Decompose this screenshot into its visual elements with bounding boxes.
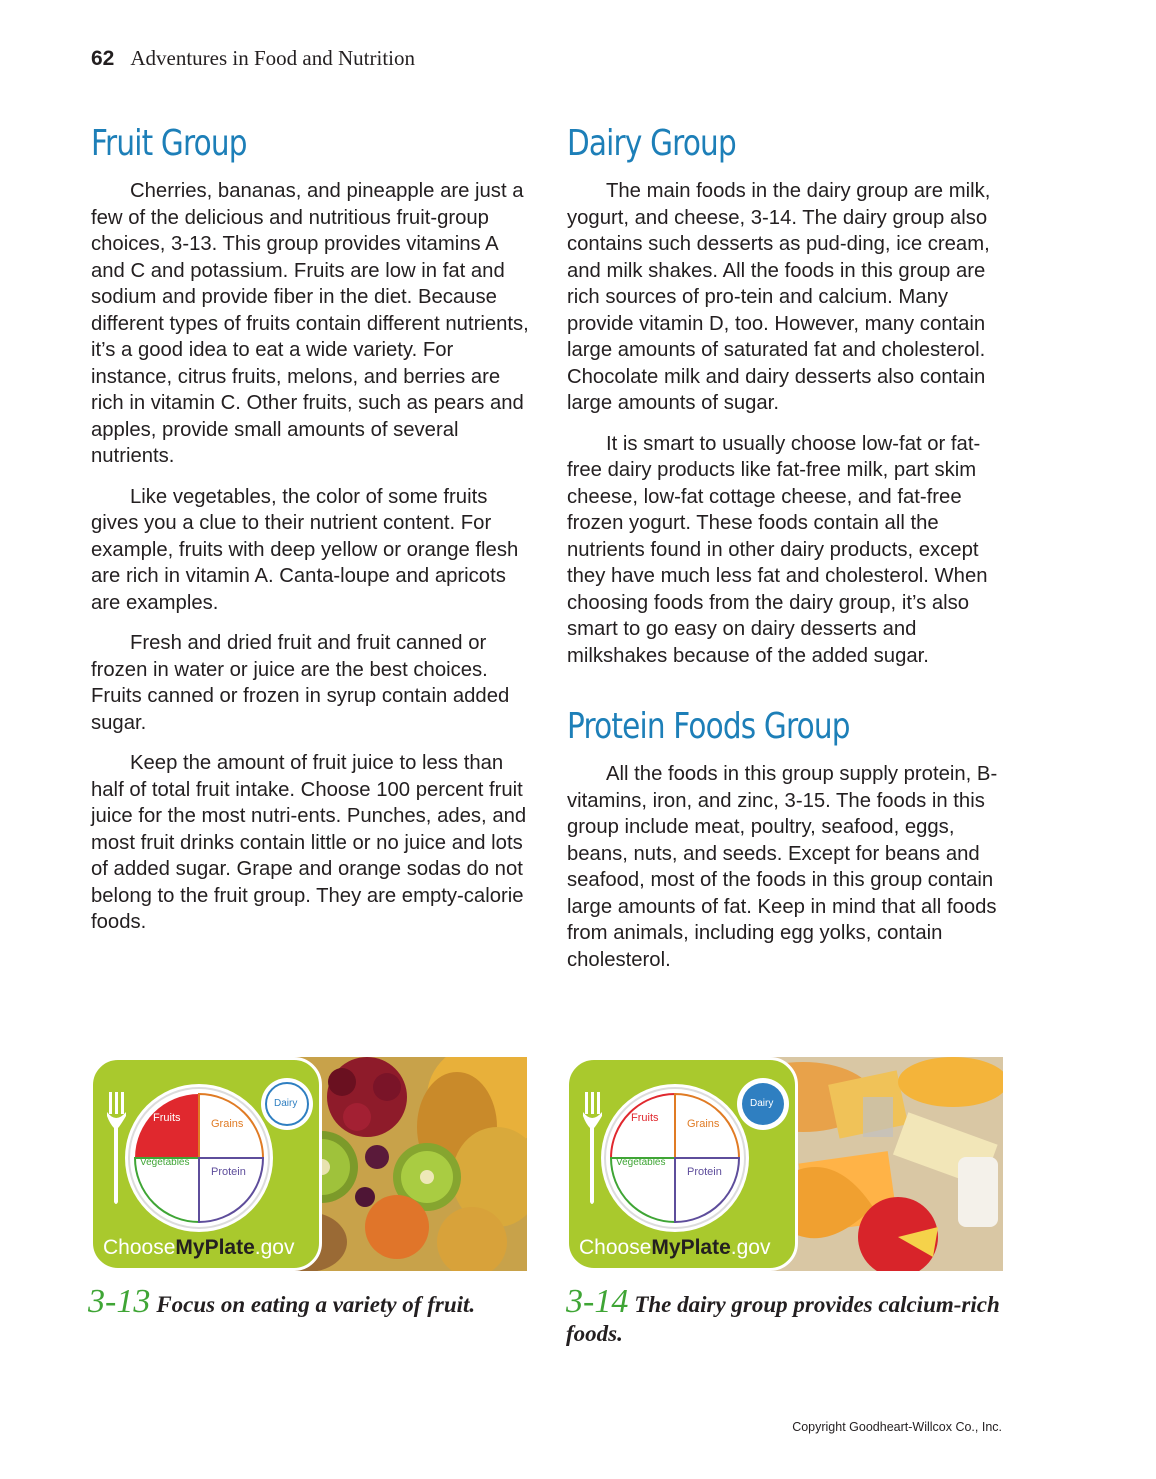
brand-choose: Choose [579,1236,652,1259]
fruit-paragraph: Like vegetables, the color of some fruits gives you a clue to their nutrient content. For example, fruits with deep yellow or orange flesh are rich in vitamin A. Canta-loupe and apricots are examples. [91,485,519,614]
brand-gov: .gov [254,1236,295,1259]
plate-vegetables-label: Vegetables [616,1157,666,1168]
myplate-brand [103,1236,294,1260]
figure-number: 3-13 [88,1283,151,1320]
dairy-paragraph: It is smart to usually choose low-fat or fat-free dairy products like fat-free milk, part skim cheese, low-fat cottage cheese, and fat-free frozen yogurt. These foods contain all the nutrients found in other dairy products, except they have much less fat and cholesterol. When choosing foods from the dairy group, it’s also smart to go easy on dairy desserts and milkshakes because of the added sugar. [567,432,988,667]
figure-number: 3-14 [566,1283,629,1320]
plate-protein-label: Protein [211,1166,246,1178]
myplate-brand [579,1236,770,1260]
left-column [91,120,531,950]
protein-paragraph: All the foods in this group supply protein, B-vitamins, iron, and zinc, 3-15. The foods in this group include meat, poultry, seafood, eggs, beans, nuts, and seeds. Except for beans and seafood, most of the foods in this group contain large amounts of fat. Keep in mind that all foods from animals, including egg yolks, contain cholesterol. [567,763,998,971]
fruit-paragraph: Cherries, bananas, and pineapple are just a few of the delicious and nutritious fruit-group choices, 3-13. This group provides vitamins A and C and potassium. Fruits are low in fat and sodium and provide fiber in the diet. Because different types of fruits contain different nutrients, it’s a good idea to eat a wide variety. For instance, citrus fruits, melons, and berries are rich in vitamin C. Other fruits, such as pears and apples, provide small amounts of several nutrients. [91,180,529,467]
fruit-paragraph: Keep the amount of fruit juice to less than half of total fruit intake. Choose 100 percent fruit juice for the most nutri-ents. Punches, ades, and most fruit drinks contain little or no juice and lots of added sugar. Grape and orange sodas do not belong to the fruit group. They are empty-calorie foods. [91,752,527,933]
brand-choose: Choose [103,1236,176,1259]
myplate-logo [90,1057,322,1271]
right-column [567,120,1007,987]
copyright-notice: Copyright Goodheart-Willcox Co., Inc. [792,1420,1002,1434]
page-header [91,46,415,71]
plate-dairy-label: Dairy [750,1098,774,1109]
plate-fruits-label: Fruits [631,1112,659,1124]
brand-gov: .gov [730,1236,771,1259]
figure-3-13-caption [88,1283,528,1321]
fruit-group-heading: Fruit Group [91,123,247,164]
figure-3-14-caption [566,1283,1006,1347]
plate-protein-label: Protein [687,1166,722,1178]
dairy-paragraph: The main foods in the dairy group are milk, yogurt, and cheese, 3-14. The dairy group also contains such desserts as pud-ding, ice cream, and milk shakes. All the foods in this group are rich sources of pro-tein and calcium. Many provide vitamin D, too. However, many contain large amounts of saturated fat and cholesterol. Chocolate milk and dairy desserts also contain large amounts of sugar. [567,180,991,414]
dairy-group-heading: Dairy Group [567,123,736,164]
figure-3-13 [90,1057,527,1271]
caption-text: The dairy group provides calcium-rich foods. [566,1292,1000,1346]
brand-myplate: MyPlate [175,1236,255,1259]
plate-grains-label: Grains [211,1118,244,1130]
brand-myplate: MyPlate [651,1236,731,1259]
caption-text: Focus on eating a variety of fruit. [156,1292,476,1317]
plate-dairy-label: Dairy [274,1098,298,1109]
book-title: Adventures in Food and Nutrition [130,46,415,70]
plate-grains-label: Grains [687,1118,720,1130]
plate-fruits-label: Fruits [153,1112,181,1124]
protein-group-heading: Protein Foods Group [567,706,850,747]
page-number: 62 [91,47,115,70]
figure-3-14 [566,1057,1003,1271]
myplate-logo [566,1057,798,1271]
fruit-paragraph: Fresh and dried fruit and fruit canned or frozen in water or juice are the best choices. Fruits canned or frozen in syrup contain added sugar. [91,632,510,734]
plate-vegetables-label: Vegetables [140,1157,190,1168]
